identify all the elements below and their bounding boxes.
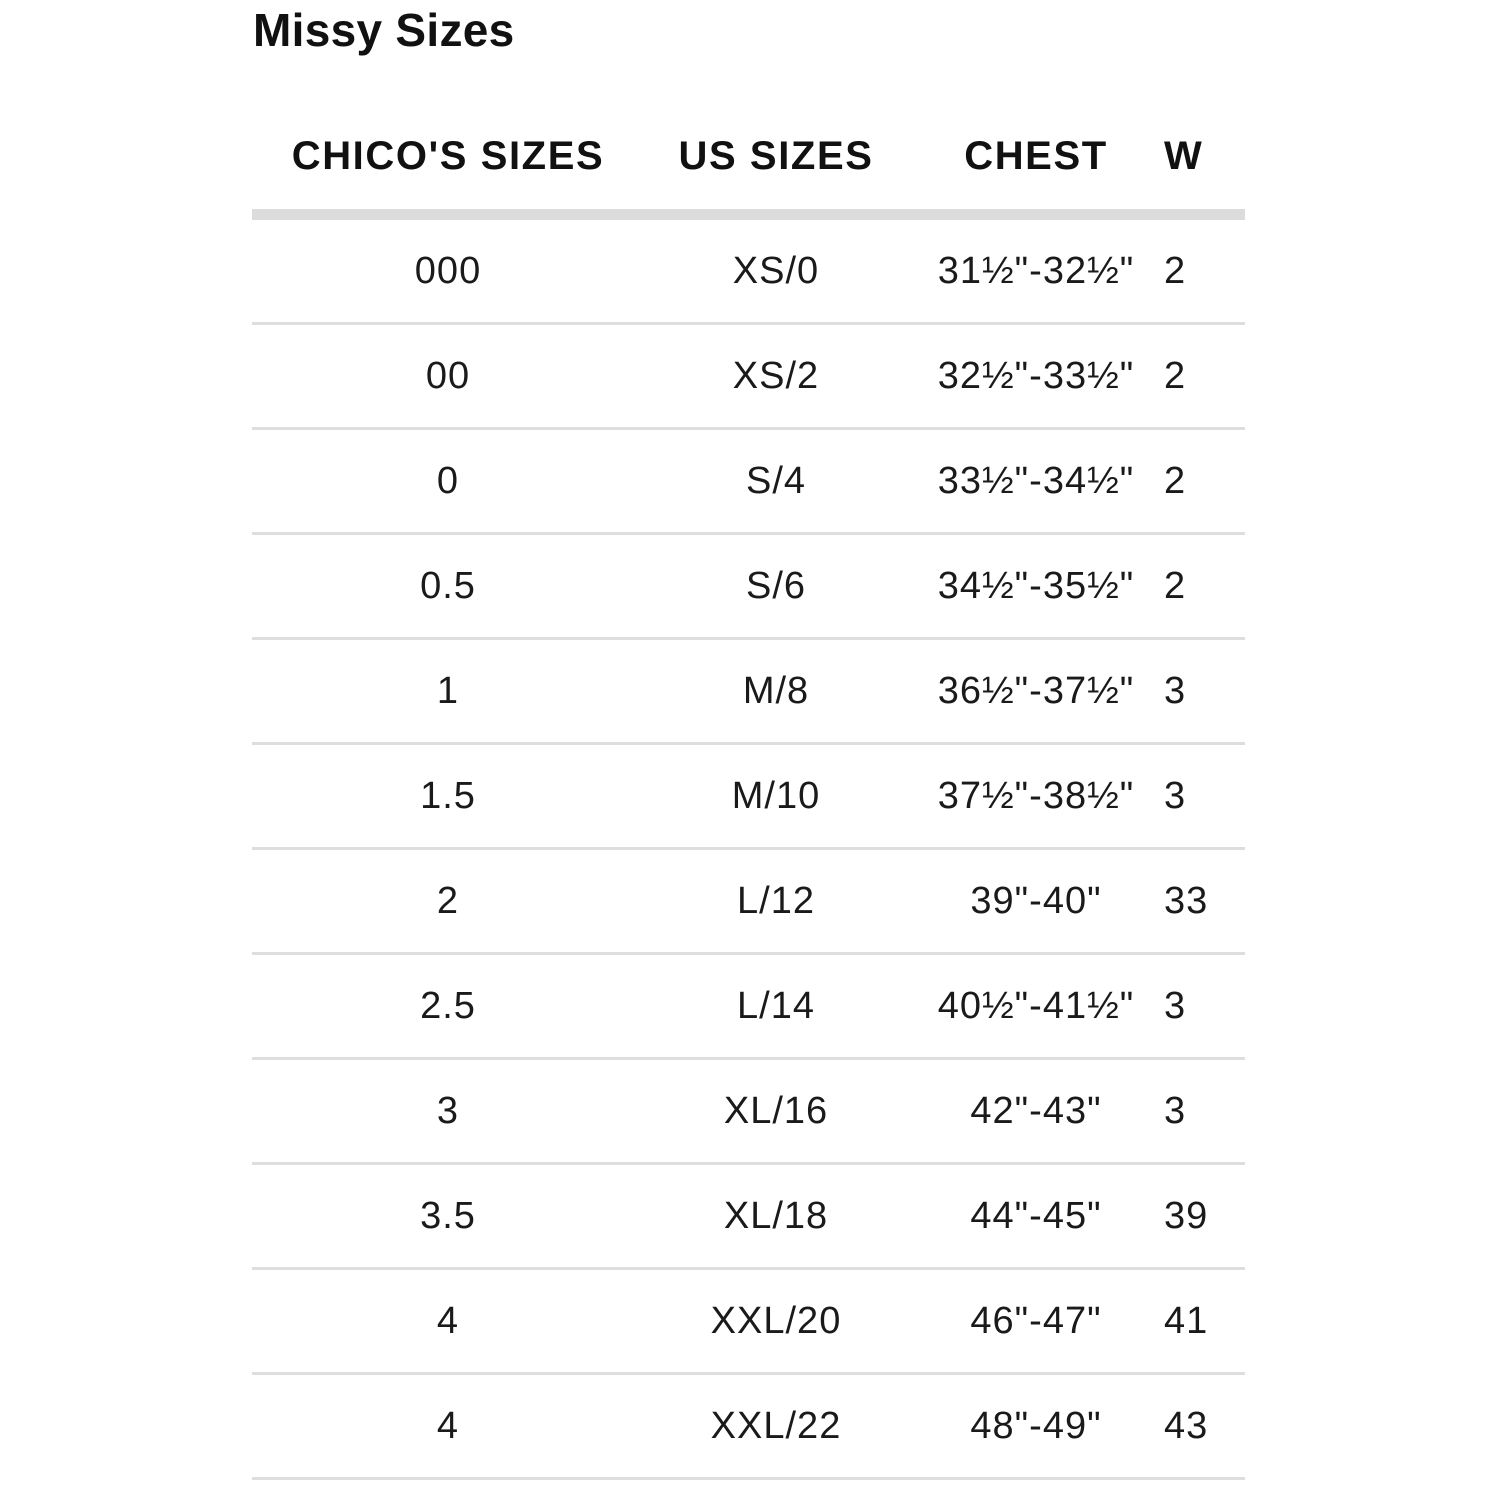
table-row bbox=[252, 1059, 1245, 1164]
cell-chicos-size: 0.5 bbox=[252, 534, 644, 639]
cell-chest: 33½"-34½" bbox=[908, 429, 1164, 534]
cell-chicos-size: 2 bbox=[252, 849, 644, 954]
header-us-sizes: US SIZES bbox=[644, 103, 908, 215]
cell-us-size: S/4 bbox=[644, 429, 908, 534]
cell-us-size: XXL/22 bbox=[644, 1374, 908, 1479]
cell-chest: 39"-40" bbox=[908, 849, 1164, 954]
cell-us-size: XS/2 bbox=[644, 324, 908, 429]
table-body bbox=[252, 215, 1245, 1479]
cell-us-size: XL/16 bbox=[644, 1059, 908, 1164]
cell-chest: 31½"-32½" bbox=[908, 215, 1164, 324]
cell-chest: 34½"-35½" bbox=[908, 534, 1164, 639]
cell-chicos-size: 4 bbox=[252, 1374, 644, 1479]
cell-chest: 42"-43" bbox=[908, 1059, 1164, 1164]
table-header bbox=[252, 103, 1245, 215]
cell-us-size: S/6 bbox=[644, 534, 908, 639]
table-row bbox=[252, 429, 1245, 534]
cell-chicos-size: 00 bbox=[252, 324, 644, 429]
cell-waist: 2 bbox=[1164, 324, 1245, 429]
cell-chest: 44"-45" bbox=[908, 1164, 1164, 1269]
cell-chicos-size: 2.5 bbox=[252, 954, 644, 1059]
cell-chest: 37½"-38½" bbox=[908, 744, 1164, 849]
table-row bbox=[252, 1374, 1245, 1479]
cell-waist: 3 bbox=[1164, 1059, 1245, 1164]
table-row bbox=[252, 534, 1245, 639]
table-row bbox=[252, 849, 1245, 954]
cell-us-size: L/12 bbox=[644, 849, 908, 954]
cell-waist: 2 bbox=[1164, 215, 1245, 324]
cell-us-size: XL/18 bbox=[644, 1164, 908, 1269]
cell-us-size: XXL/20 bbox=[644, 1269, 908, 1374]
cell-chicos-size: 1 bbox=[252, 639, 644, 744]
cell-chicos-size: 3.5 bbox=[252, 1164, 644, 1269]
cell-us-size: M/8 bbox=[644, 639, 908, 744]
table-row bbox=[252, 954, 1245, 1059]
cell-chicos-size: 000 bbox=[252, 215, 644, 324]
size-chart-scroll-area[interactable] bbox=[252, 103, 1245, 1483]
cell-chest: 40½"-41½" bbox=[908, 954, 1164, 1059]
cell-waist: 3 bbox=[1164, 744, 1245, 849]
table-row bbox=[252, 639, 1245, 744]
cell-waist: 41 bbox=[1164, 1269, 1245, 1374]
table-row bbox=[252, 744, 1245, 849]
cell-chest: 46"-47" bbox=[908, 1269, 1164, 1374]
cell-waist: 2 bbox=[1164, 429, 1245, 534]
cell-chicos-size: 4 bbox=[252, 1269, 644, 1374]
cell-chicos-size: 3 bbox=[252, 1059, 644, 1164]
cell-chest: 36½"-37½" bbox=[908, 639, 1164, 744]
cell-chest: 32½"-33½" bbox=[908, 324, 1164, 429]
header-row bbox=[252, 103, 1245, 215]
cell-waist: 43 bbox=[1164, 1374, 1245, 1479]
header-chicos-sizes: CHICO'S SIZES bbox=[252, 103, 644, 215]
table-row bbox=[252, 215, 1245, 324]
page-title: Missy Sizes bbox=[253, 4, 515, 56]
cell-us-size: M/10 bbox=[644, 744, 908, 849]
cell-waist: 39 bbox=[1164, 1164, 1245, 1269]
cell-waist: 3 bbox=[1164, 954, 1245, 1059]
cell-us-size: XS/0 bbox=[644, 215, 908, 324]
cell-waist: 3 bbox=[1164, 639, 1245, 744]
cell-chicos-size: 1.5 bbox=[252, 744, 644, 849]
table-row bbox=[252, 1164, 1245, 1269]
cell-waist: 2 bbox=[1164, 534, 1245, 639]
cell-chicos-size: 0 bbox=[252, 429, 644, 534]
header-waist: W bbox=[1164, 103, 1245, 215]
cell-waist: 33 bbox=[1164, 849, 1245, 954]
cell-us-size: L/14 bbox=[644, 954, 908, 1059]
table-row bbox=[252, 324, 1245, 429]
table-row bbox=[252, 1269, 1245, 1374]
header-chest: CHEST bbox=[908, 103, 1164, 215]
cell-chest: 48"-49" bbox=[908, 1374, 1164, 1479]
size-chart-table bbox=[252, 103, 1245, 1480]
